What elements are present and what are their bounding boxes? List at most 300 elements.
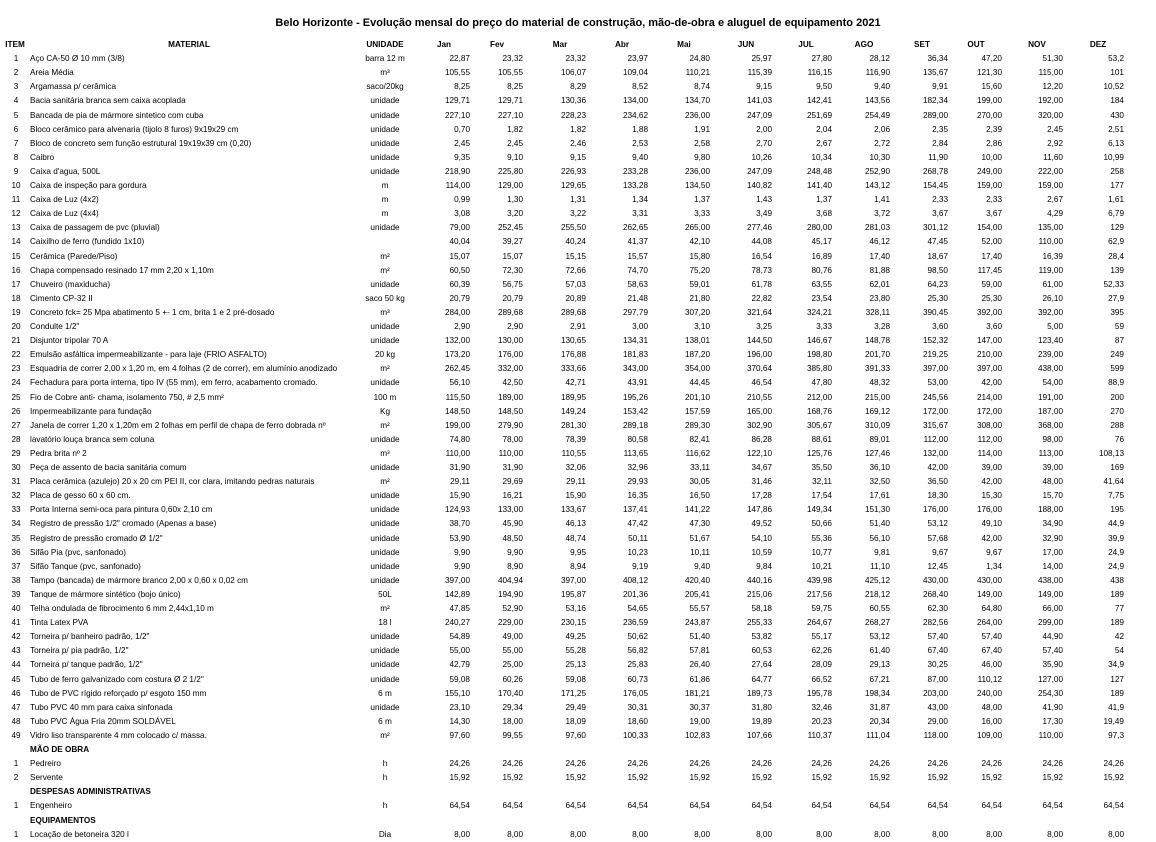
price-cell: 62,9 bbox=[1108, 237, 1124, 247]
price-cell: 17,61 bbox=[869, 491, 890, 501]
price-cell: 15,92 bbox=[1042, 773, 1063, 783]
price-cell: 16,50 bbox=[689, 491, 710, 501]
unit: unidade bbox=[370, 632, 400, 642]
unit: m² bbox=[380, 364, 390, 374]
price-cell: 16,39 bbox=[1042, 251, 1063, 261]
price-cell: 210,00 bbox=[976, 350, 1002, 360]
price-cell: 133,00 bbox=[497, 505, 523, 515]
price-cell: 57,81 bbox=[689, 646, 710, 656]
price-cell: 59,08 bbox=[449, 674, 470, 684]
table-row bbox=[0, 616, 1156, 630]
price-cell: 24,26 bbox=[811, 759, 832, 769]
price-cell: 76 bbox=[1114, 434, 1124, 444]
table-row bbox=[0, 574, 1156, 588]
price-cell: 181,21 bbox=[684, 688, 710, 698]
price-cell: 228,23 bbox=[560, 110, 586, 120]
price-cell: 44,90 bbox=[1042, 632, 1063, 642]
price-cell: 41,64 bbox=[1103, 477, 1124, 487]
price-cell: 54,10 bbox=[751, 533, 772, 543]
price-cell: 3,33 bbox=[694, 209, 710, 219]
price-cell: 55,17 bbox=[811, 632, 832, 642]
unit: 6 m bbox=[378, 716, 392, 726]
price-cell: 210,55 bbox=[746, 392, 772, 402]
price-cell: 61,78 bbox=[751, 279, 772, 289]
price-cell: 15,92 bbox=[751, 773, 772, 783]
price-cell: 50,66 bbox=[811, 519, 832, 529]
price-cell: 25,83 bbox=[627, 660, 648, 670]
price-cell: 328,11 bbox=[865, 307, 890, 317]
table-row bbox=[0, 729, 1156, 743]
price-cell: 110,37 bbox=[807, 730, 832, 740]
price-cell: 8,00 bbox=[816, 829, 832, 839]
price-cell: 47,85 bbox=[449, 604, 470, 613]
header-month: JUN bbox=[737, 40, 755, 49]
price-cell: 87,00 bbox=[927, 674, 948, 684]
price-cell: 288 bbox=[1110, 420, 1124, 430]
price-cell: 15,30 bbox=[981, 491, 1002, 501]
price-cell: 199,00 bbox=[976, 96, 1002, 106]
price-cell: 34,67 bbox=[751, 463, 772, 472]
item-number: 39 bbox=[11, 589, 21, 599]
price-cell: 305,67 bbox=[806, 420, 832, 430]
price-cell: 48,00 bbox=[981, 702, 1002, 712]
price-cell: 192,00 bbox=[1037, 96, 1063, 106]
unit: m² bbox=[380, 265, 390, 275]
unit: saco 50 kg bbox=[365, 293, 405, 303]
material-name: Tubo de ferro galvanizado com costura Ø 2 1/2" bbox=[30, 674, 204, 684]
price-cell: 430 bbox=[1110, 110, 1124, 120]
price-cell: 117,45 bbox=[977, 265, 1002, 275]
price-cell: 392,00 bbox=[976, 307, 1002, 317]
price-cell: 39,27 bbox=[502, 237, 523, 247]
item-number: 36 bbox=[11, 547, 21, 557]
price-cell: 392,00 bbox=[1037, 307, 1063, 317]
price-cell: 19,00 bbox=[689, 716, 710, 726]
price-cell: 39,9 bbox=[1108, 533, 1124, 543]
item-number: 20 bbox=[11, 322, 21, 331]
price-cell: 40,04 bbox=[449, 237, 470, 247]
price-cell: 439,98 bbox=[806, 575, 832, 585]
price-cell: 55,57 bbox=[689, 604, 710, 613]
price-cell: 15,60 bbox=[981, 82, 1002, 92]
price-cell: 29,49 bbox=[565, 702, 586, 712]
price-cell: 36,10 bbox=[869, 463, 890, 472]
price-cell: 10,11 bbox=[690, 547, 710, 557]
price-cell: 67,21 bbox=[869, 674, 890, 684]
price-cell: 227,10 bbox=[444, 110, 470, 120]
price-cell: 29,34 bbox=[502, 702, 523, 712]
price-cell: 176,05 bbox=[622, 688, 648, 698]
price-cell: 17,30 bbox=[1042, 716, 1063, 726]
unit: unidade bbox=[370, 575, 400, 585]
item-number: 19 bbox=[11, 307, 21, 317]
price-cell: 57,40 bbox=[1042, 646, 1063, 656]
material-name: Torneira p/ tanque padrão, 1/2" bbox=[30, 660, 143, 670]
price-cell: 101 bbox=[1110, 68, 1124, 78]
price-cell: 32,11 bbox=[812, 477, 832, 487]
price-cell: 139 bbox=[1110, 265, 1124, 275]
price-cell: 114,00 bbox=[977, 448, 1002, 458]
material-name: Pedreiro bbox=[30, 759, 61, 769]
price-cell: 23,97 bbox=[627, 54, 648, 64]
item-number: 12 bbox=[11, 209, 21, 219]
price-cell: 57,68 bbox=[927, 533, 948, 543]
unit: m² bbox=[380, 251, 390, 261]
price-cell: 138,01 bbox=[684, 336, 710, 346]
price-cell: 16,00 bbox=[981, 716, 1002, 726]
price-cell: 3,72 bbox=[874, 209, 890, 219]
price-cell: 214,00 bbox=[976, 392, 1002, 402]
price-cell: 176,00 bbox=[497, 350, 523, 360]
price-cell: 77 bbox=[1114, 604, 1124, 613]
material-name: Cerâmica (Parede/Piso) bbox=[30, 251, 118, 261]
material-name: Tampo (bancada) de mármore branco 2,00 x 0,60 x 0,02 cm bbox=[30, 575, 248, 585]
table-row bbox=[0, 560, 1156, 574]
material-name: Emulsão asfáltica impermeabilizante - para laje (FRIO ASFALTO) bbox=[30, 350, 267, 360]
price-cell: 6,79 bbox=[1108, 209, 1124, 219]
item-number: 15 bbox=[11, 251, 21, 261]
unit: unidade bbox=[370, 463, 400, 472]
price-cell: 391,33 bbox=[864, 364, 890, 374]
price-cell: 1,31 bbox=[570, 195, 586, 205]
price-cell: 53,00 bbox=[927, 378, 948, 388]
price-cell: 217,56 bbox=[806, 589, 832, 599]
table-row bbox=[0, 771, 1156, 785]
price-cell: 110,21 bbox=[685, 68, 710, 78]
price-cell: 17,40 bbox=[869, 251, 890, 261]
item-number: 5 bbox=[13, 110, 19, 120]
unit: saco/20kg bbox=[366, 82, 404, 92]
table-row bbox=[0, 799, 1156, 813]
item-number: 46 bbox=[11, 688, 21, 698]
price-cell: 182,34 bbox=[922, 96, 948, 106]
price-cell: 111,04 bbox=[866, 730, 890, 740]
header-month: AGO bbox=[854, 40, 874, 49]
material-name: Janela de correr 1,20 x 1,20m em 2 folhas em perfil de chapa de ferro dobrada nº bbox=[30, 420, 326, 430]
price-cell: 52,00 bbox=[981, 237, 1002, 247]
price-cell: 262,45 bbox=[444, 364, 470, 374]
material-name: Caixa d'agua, 500L bbox=[30, 166, 101, 176]
table-row bbox=[0, 137, 1156, 151]
price-cell: 29,69 bbox=[502, 477, 523, 487]
price-cell: 230,15 bbox=[560, 618, 586, 628]
price-cell: 88,61 bbox=[811, 434, 832, 444]
price-cell: 281,03 bbox=[864, 223, 890, 233]
table-row bbox=[0, 630, 1156, 644]
price-cell: 385,80 bbox=[806, 364, 832, 374]
price-cell: 47,45 bbox=[927, 237, 948, 247]
price-cell: 130,65 bbox=[560, 336, 586, 346]
price-cell: 195,78 bbox=[806, 688, 832, 698]
price-cell: 229,00 bbox=[497, 618, 523, 628]
item-number: 47 bbox=[11, 702, 21, 712]
price-cell: 8,00 bbox=[632, 829, 648, 839]
price-cell: 3,20 bbox=[507, 209, 523, 219]
price-cell: 17,54 bbox=[811, 491, 832, 501]
price-cell: 240,00 bbox=[976, 688, 1002, 698]
price-cell: 110,12 bbox=[977, 674, 1002, 684]
item-number: 8 bbox=[13, 152, 19, 162]
price-cell: 8,25 bbox=[507, 82, 523, 92]
price-cell: 60,39 bbox=[449, 279, 470, 289]
material-name: Fechadura para porta interna, tipo IV (55 mm), em ferro, acabamento cromado. bbox=[30, 378, 318, 388]
item-number: 1 bbox=[13, 801, 19, 811]
price-cell: 27,9 bbox=[1108, 293, 1124, 303]
header-row bbox=[0, 38, 1156, 52]
price-cell: 289,68 bbox=[560, 307, 586, 317]
price-cell: 43,00 bbox=[927, 702, 948, 712]
price-cell: 148,78 bbox=[864, 336, 890, 346]
price-cell: 116,15 bbox=[807, 68, 832, 78]
price-cell: 2,67 bbox=[816, 138, 832, 148]
price-cell: 2,45 bbox=[507, 138, 523, 148]
price-cell: 50,62 bbox=[627, 632, 648, 642]
price-cell: 227,10 bbox=[497, 110, 523, 120]
price-cell: 201,36 bbox=[622, 589, 648, 599]
material-name: Telha ondulada de fibrocimento 6 mm 2,44x1,10 m bbox=[30, 604, 214, 613]
price-cell: 134,31 bbox=[622, 336, 648, 346]
unit: unidade bbox=[370, 660, 400, 670]
price-cell: 248,48 bbox=[806, 166, 832, 176]
price-cell: 195 bbox=[1110, 505, 1124, 515]
header-month: Abr bbox=[614, 40, 630, 49]
item-number: 27 bbox=[11, 420, 21, 430]
item-number: 2 bbox=[13, 773, 19, 783]
price-cell: 9,91 bbox=[932, 82, 948, 92]
price-cell: 49,10 bbox=[981, 519, 1002, 529]
material-name: Locação de betoneira 320 l bbox=[30, 829, 129, 839]
price-cell: 80,58 bbox=[627, 434, 648, 444]
table-row bbox=[0, 701, 1156, 715]
price-cell: 42,79 bbox=[449, 660, 470, 670]
price-cell: 134,70 bbox=[684, 96, 710, 106]
price-cell: 30,31 bbox=[627, 702, 648, 712]
price-cell: 9,81 bbox=[874, 547, 890, 557]
item-number: 1 bbox=[13, 54, 19, 64]
price-cell: 31,87 bbox=[869, 702, 890, 712]
price-cell: 105,55 bbox=[444, 68, 470, 78]
price-cell: 9,90 bbox=[454, 547, 470, 557]
unit: m² bbox=[380, 420, 390, 430]
price-cell: 9,84 bbox=[756, 561, 772, 571]
section-title: DESPESAS ADMINISTRATIVAS bbox=[30, 787, 151, 797]
price-cell: 39,00 bbox=[1042, 463, 1063, 472]
unit: m³ bbox=[380, 448, 390, 458]
price-cell: 310,09 bbox=[864, 420, 890, 430]
unit: 18 l bbox=[378, 618, 392, 628]
price-cell: 14,00 bbox=[1042, 561, 1063, 571]
price-cell: 41,90 bbox=[1042, 702, 1063, 712]
price-cell: 3,00 bbox=[632, 322, 648, 331]
price-cell: 3,60 bbox=[986, 322, 1002, 331]
price-cell: 113,00 bbox=[1038, 448, 1063, 458]
price-cell: 219,25 bbox=[922, 350, 948, 360]
unit: h bbox=[382, 773, 388, 783]
price-cell: 18,30 bbox=[927, 491, 948, 501]
price-cell: 63,55 bbox=[811, 279, 832, 289]
price-cell: 74,70 bbox=[627, 265, 648, 275]
price-cell: 8,52 bbox=[632, 82, 648, 92]
price-cell: 8,29 bbox=[570, 82, 586, 92]
material-name: Porta Interna semi-oca para pintura 0,60x 2,10 cm bbox=[30, 505, 213, 515]
price-cell: 3,33 bbox=[816, 322, 832, 331]
header-month: DEZ bbox=[1089, 40, 1107, 49]
price-cell: 42,00 bbox=[927, 463, 948, 472]
price-cell: 205,41 bbox=[684, 589, 710, 599]
table-row bbox=[0, 109, 1156, 123]
price-cell: 2,58 bbox=[694, 138, 710, 148]
price-cell: 146,67 bbox=[806, 336, 832, 346]
item-number: 24 bbox=[11, 378, 21, 388]
price-cell: 97,3 bbox=[1108, 730, 1124, 740]
price-cell: 46,12 bbox=[869, 237, 890, 247]
material-name: Impermeabilizante para fundação bbox=[30, 406, 152, 416]
price-cell: 1,37 bbox=[816, 195, 832, 205]
price-cell: 24,26 bbox=[627, 759, 648, 769]
price-cell: 23,80 bbox=[869, 293, 890, 303]
price-cell: 43,91 bbox=[627, 378, 648, 388]
price-cell: 0,70 bbox=[454, 124, 470, 134]
table-row bbox=[0, 250, 1156, 264]
price-cell: 51,30 bbox=[1042, 54, 1063, 64]
price-cell: 64,54 bbox=[1103, 801, 1124, 811]
unit: unidade bbox=[370, 279, 400, 289]
material-name: lavatório louça branca sem coluna bbox=[30, 434, 155, 444]
price-cell: 2,84 bbox=[932, 138, 948, 148]
price-cell: 41,37 bbox=[627, 237, 648, 247]
price-cell: 240,27 bbox=[444, 618, 470, 628]
material-name: Registro de pressão 1/2" cromado (Apenas a base) bbox=[30, 519, 217, 529]
item-number: 43 bbox=[11, 646, 21, 656]
price-cell: 189,73 bbox=[746, 688, 772, 698]
price-cell: 75,20 bbox=[689, 265, 710, 275]
price-cell: 333,66 bbox=[560, 364, 586, 374]
price-cell: 8,74 bbox=[694, 82, 710, 92]
table-row bbox=[0, 517, 1156, 531]
price-cell: 149,34 bbox=[806, 505, 832, 515]
price-cell: 53,90 bbox=[449, 533, 470, 543]
price-cell: 129 bbox=[1110, 223, 1124, 233]
unit: unidade bbox=[370, 138, 400, 148]
price-cell: 430,00 bbox=[976, 575, 1002, 585]
price-cell: 265,00 bbox=[684, 223, 710, 233]
price-cell: 23,10 bbox=[449, 702, 470, 712]
price-cell: 3,31 bbox=[632, 209, 648, 219]
price-cell: 40,24 bbox=[565, 237, 586, 247]
price-cell: 21,48 bbox=[627, 293, 648, 303]
unit: m² bbox=[380, 730, 390, 740]
price-cell: 35,90 bbox=[1042, 660, 1063, 670]
price-cell: 177 bbox=[1110, 181, 1124, 190]
price-cell: 46,00 bbox=[981, 660, 1002, 670]
price-cell: 36,34 bbox=[927, 54, 948, 64]
unit: unidade bbox=[370, 505, 400, 515]
price-cell: 60,55 bbox=[869, 604, 890, 613]
price-cell: 2,46 bbox=[570, 138, 586, 148]
price-cell: 29,11 bbox=[450, 477, 470, 487]
material-name: Argamassa p/ cerâmica bbox=[30, 82, 117, 92]
price-cell: 148,50 bbox=[497, 406, 523, 416]
price-cell: 8,00 bbox=[874, 829, 890, 839]
price-cell: 59,01 bbox=[689, 279, 710, 289]
price-cell: 9,90 bbox=[454, 561, 470, 571]
price-cell: 184 bbox=[1110, 96, 1124, 106]
price-cell: 64,54 bbox=[1042, 801, 1063, 811]
price-cell: 54,00 bbox=[1042, 378, 1063, 388]
price-cell: 64,23 bbox=[927, 279, 948, 289]
price-cell: 262,65 bbox=[622, 223, 648, 233]
item-number: 4 bbox=[13, 96, 19, 106]
price-cell: 212,00 bbox=[806, 392, 832, 402]
price-cell: 2,70 bbox=[756, 138, 772, 148]
price-cell: 9,50 bbox=[816, 82, 832, 92]
price-cell: 116,62 bbox=[685, 448, 710, 458]
price-cell: 127,00 bbox=[1037, 674, 1063, 684]
price-cell: 44,9 bbox=[1108, 519, 1124, 529]
unit: unidade bbox=[370, 674, 400, 684]
material-name: Caixilho de ferro (fundido 1x10) bbox=[30, 237, 145, 247]
price-cell: 44,08 bbox=[751, 237, 772, 247]
unit: unidade bbox=[370, 533, 400, 543]
price-cell: 279,90 bbox=[497, 420, 523, 430]
price-cell: 46,13 bbox=[565, 519, 586, 529]
price-cell: 9,90 bbox=[507, 547, 523, 557]
price-cell: 23,32 bbox=[502, 54, 523, 64]
price-cell: 15,92 bbox=[627, 773, 648, 783]
item-number: 48 bbox=[11, 716, 21, 726]
section-header bbox=[0, 814, 1156, 828]
header-unidade: UNIDADE bbox=[366, 40, 404, 49]
price-cell: 157,59 bbox=[684, 406, 710, 416]
price-cell: 64,54 bbox=[449, 801, 470, 811]
price-cell: 173,20 bbox=[444, 350, 470, 360]
table-row bbox=[0, 376, 1156, 390]
price-cell: 165,00 bbox=[746, 406, 772, 416]
item-number: 37 bbox=[11, 561, 21, 571]
price-cell: 9,40 bbox=[632, 152, 648, 162]
price-cell: 51,67 bbox=[689, 533, 710, 543]
price-cell: 15,92 bbox=[565, 773, 586, 783]
table-row bbox=[0, 179, 1156, 193]
price-cell: 438,00 bbox=[1037, 364, 1063, 374]
unit: unidade bbox=[370, 223, 400, 233]
price-cell: 24,9 bbox=[1108, 547, 1124, 557]
price-cell: 370,64 bbox=[746, 364, 772, 374]
item-number: 41 bbox=[11, 618, 21, 628]
item-number: 1 bbox=[13, 759, 19, 769]
price-cell: 3,67 bbox=[986, 209, 1002, 219]
price-cell: 121,30 bbox=[976, 68, 1002, 78]
price-cell: 1,37 bbox=[694, 195, 710, 205]
price-cell: 53,82 bbox=[751, 632, 772, 642]
price-cell: 268,40 bbox=[922, 589, 948, 599]
item-number: 38 bbox=[11, 575, 21, 585]
price-cell: 49,25 bbox=[565, 632, 586, 642]
price-cell: 147,86 bbox=[746, 505, 772, 515]
price-cell: 15,92 bbox=[811, 773, 832, 783]
unit: unidade bbox=[370, 124, 400, 134]
price-cell: 29,13 bbox=[869, 660, 890, 670]
price-cell: 26,10 bbox=[1042, 293, 1063, 303]
price-cell: 9,19 bbox=[632, 561, 648, 571]
price-cell: 47,30 bbox=[689, 519, 710, 529]
price-cell: 58,18 bbox=[751, 604, 772, 613]
price-cell: 49,00 bbox=[502, 632, 523, 642]
price-cell: 29,00 bbox=[927, 716, 948, 726]
price-cell: 289,00 bbox=[922, 110, 948, 120]
table-row bbox=[0, 80, 1156, 94]
price-cell: 61,40 bbox=[869, 646, 890, 656]
